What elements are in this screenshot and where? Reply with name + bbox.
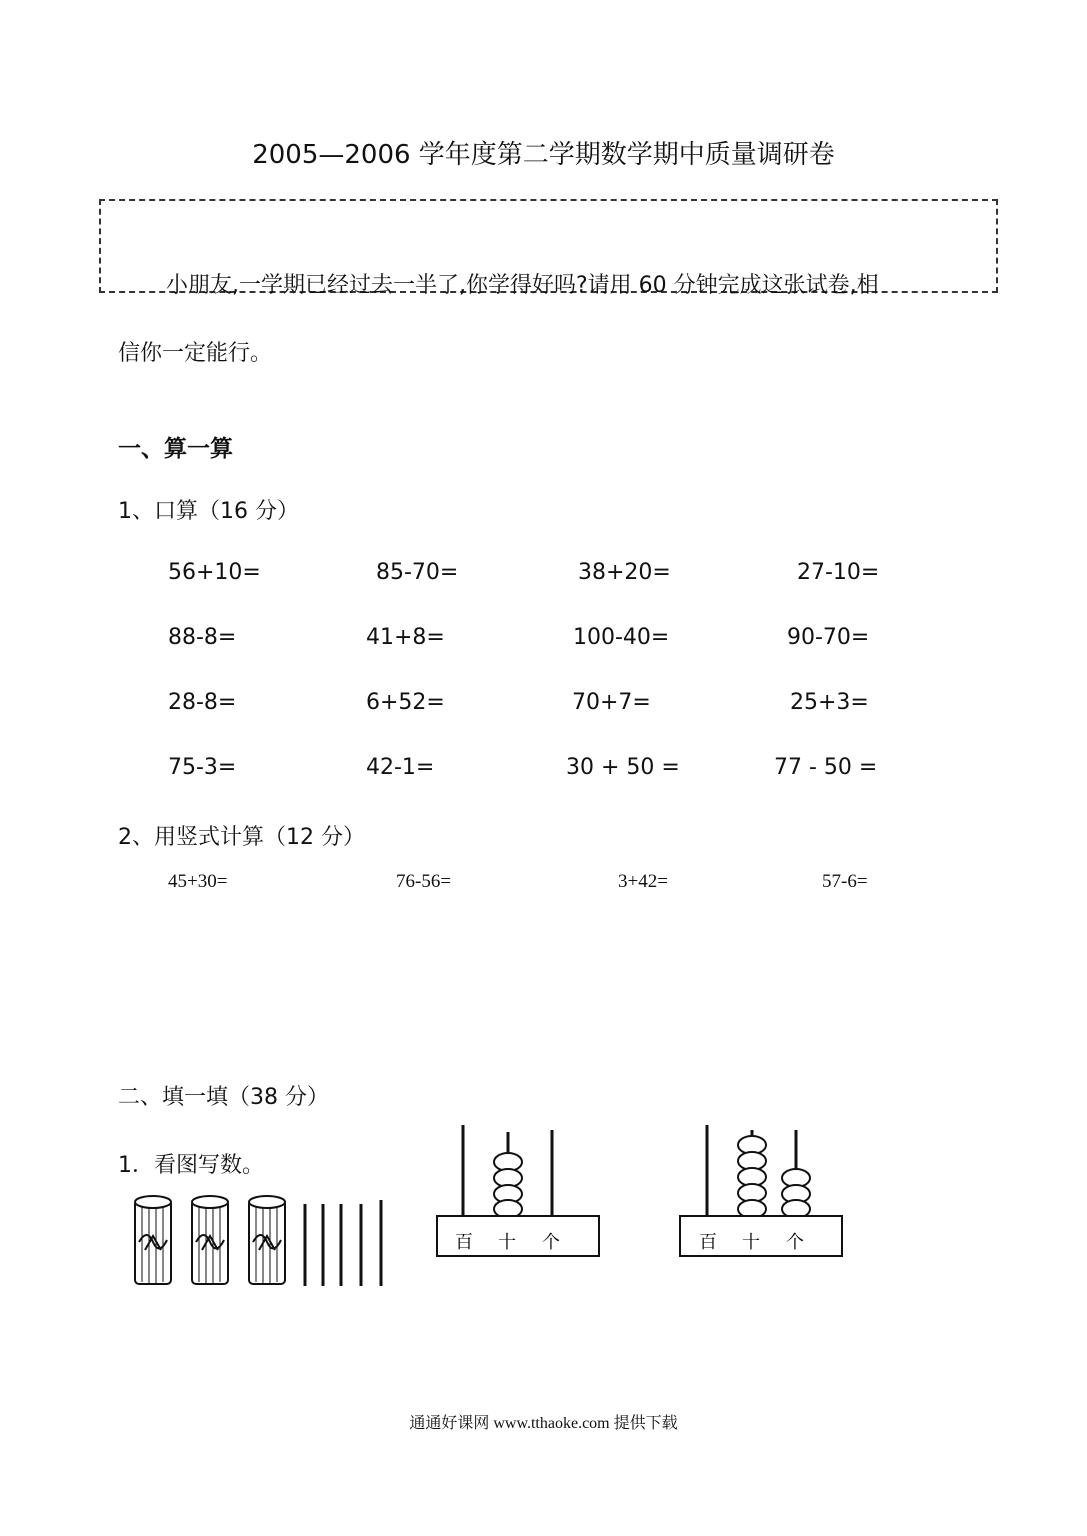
oral-calc-item: 38+20= bbox=[578, 560, 671, 585]
section-1-heading: 一、算一算 bbox=[118, 436, 233, 462]
oral-calc-item: 75-3= bbox=[168, 755, 237, 780]
abacus-label-tens: 十 bbox=[498, 1232, 516, 1253]
oral-calc-item: 41+8= bbox=[366, 625, 445, 650]
abacus-label-hundreds: 百 bbox=[455, 1232, 473, 1253]
vertical-calc-item: 76-56= bbox=[396, 871, 452, 892]
oral-calc-item: 90-70= bbox=[787, 625, 870, 650]
abacus-beads bbox=[494, 1153, 522, 1218]
part-2-heading: 2、用竖式计算（12 分） bbox=[118, 825, 365, 850]
single-sticks-icon bbox=[305, 1200, 381, 1286]
oral-calc-item: 30 + 50 = bbox=[566, 755, 680, 780]
stick-bundle-icon bbox=[135, 1196, 171, 1284]
oral-calc-item: 42-1= bbox=[366, 755, 435, 780]
stick-bundles-figure bbox=[125, 1190, 395, 1290]
question-1-label: 1．看图写数。 bbox=[118, 1153, 264, 1178]
intro-line-2: 信你一定能行。 bbox=[118, 341, 273, 366]
page-title: 2005—2006 学年度第二学期数学期中质量调研卷 bbox=[252, 140, 835, 170]
abacus-label-ones: 个 bbox=[786, 1232, 804, 1253]
part-1-heading: 1、口算（16 分） bbox=[118, 499, 299, 524]
stick-bundle-icon bbox=[192, 1196, 228, 1284]
footer-credit: 通通好课网 www.tthaoke.com 提供下载 bbox=[409, 1415, 678, 1432]
oral-calc-item: 6+52= bbox=[366, 690, 445, 715]
vertical-calc-item: 57-6= bbox=[822, 871, 868, 892]
abacus-2 bbox=[672, 1120, 852, 1265]
section-2-heading: 二、填一填（38 分） bbox=[118, 1085, 329, 1110]
abacus-label-tens: 十 bbox=[742, 1232, 760, 1253]
stick-bundle-icon bbox=[249, 1196, 285, 1284]
oral-calc-item: 85-70= bbox=[376, 560, 459, 585]
intro-line-1: 小朋友,一学期已经过去一半了,你学得好吗?请用 60 分钟完成这张试卷,相 bbox=[166, 273, 879, 298]
vertical-calc-item: 45+30= bbox=[168, 871, 228, 892]
oral-calc-item: 56+10= bbox=[168, 560, 261, 585]
oral-calc-item: 88-8= bbox=[168, 625, 237, 650]
oral-calc-item: 28-8= bbox=[168, 690, 237, 715]
abacus-label-ones: 个 bbox=[542, 1232, 560, 1253]
vertical-calc-item: 3+42= bbox=[618, 871, 668, 892]
oral-calc-item: 77 - 50 = bbox=[774, 755, 878, 780]
abacus-beads bbox=[738, 1136, 810, 1218]
oral-calc-item: 100-40= bbox=[573, 625, 670, 650]
oral-calc-item: 70+7= bbox=[572, 690, 651, 715]
abacus-label-hundreds: 百 bbox=[699, 1232, 717, 1253]
abacus-1 bbox=[430, 1120, 610, 1265]
oral-calc-item: 27-10= bbox=[797, 560, 880, 585]
oral-calc-item: 25+3= bbox=[790, 690, 869, 715]
